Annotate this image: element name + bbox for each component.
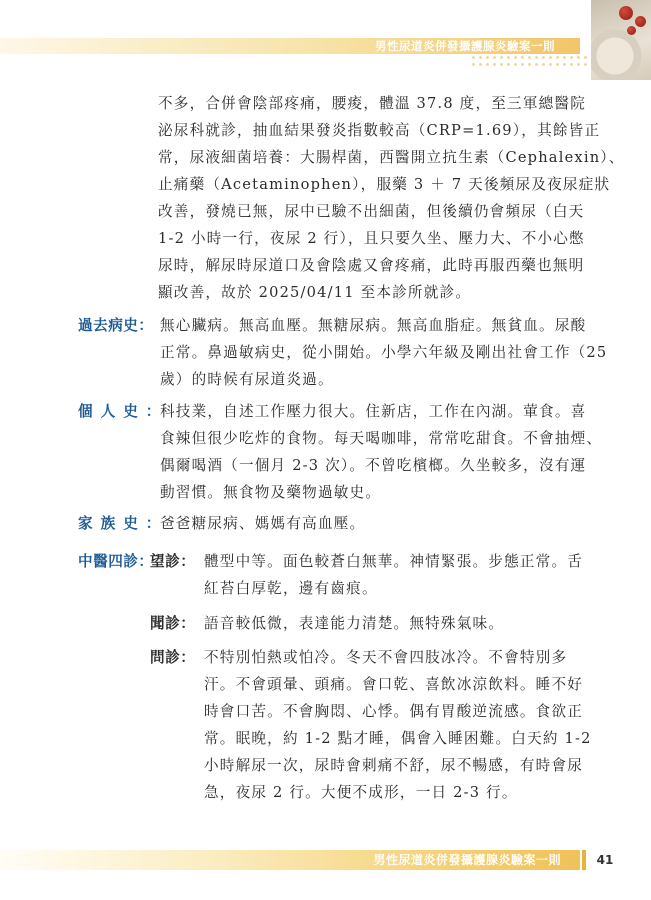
text-line: 1-2 小時一行，夜尿 2 行），且只要久坐、壓力大、不小心憋: [158, 230, 585, 247]
text-line: 科技業，自述工作壓力很大。住新店，工作在內湖。葷食。喜: [160, 403, 587, 420]
past-history-text: [160, 312, 607, 393]
red-date-icon: [619, 6, 633, 20]
text-line: 語音較低微，表達能力清楚。無特殊氣味。: [204, 615, 505, 632]
personal-history-label: 個人史：: [78, 403, 169, 420]
listening-text: [204, 610, 504, 637]
family-history-label: 家族史：: [78, 515, 169, 532]
text-line: 偶爾喝酒（一個月 2-3 次）。不曾吃檳榔。久坐較多，沒有運: [160, 457, 587, 474]
text-line: 爸爸糖尿病、媽媽有高血壓。: [160, 515, 366, 532]
text-line: 泌尿科就診，抽血結果發炎指數較高（CRP=1.69），其餘皆正: [158, 122, 601, 139]
running-header-title: 男性尿道炎併發攝護腺炎驗案一則: [375, 39, 555, 53]
red-date-icon: [627, 26, 636, 35]
tcm-exam-label: 中醫四診：: [78, 553, 154, 570]
text-line: 汗。不會頭暈、頭痛。會口乾、喜飲冰涼飲料。睡不好: [204, 676, 584, 693]
text-line: 無心臟病。無高血壓。無糖尿病。無高血脂症。無貧血。尿酸: [160, 317, 587, 334]
text-line: 不多，合併會陰部疼痛，腰痠，體溫 37.8 度，至三軍總醫院: [158, 95, 587, 112]
text-line: 紅苔白厚乾，邊有齒痕。: [204, 580, 378, 597]
text-line: 食辣但很少吃炸的食物。每天喝咖啡，常常吃甜食。不會抽煙、: [160, 430, 603, 447]
personal-history-text: [160, 398, 602, 506]
text-line: 歲）的時候有尿道炎過。: [160, 371, 334, 388]
intro-paragraph: [158, 90, 625, 306]
text-line: 改善，發燒已無，尿中已驗不出細菌，但後續仍會頻尿（白天: [158, 203, 585, 220]
running-footer-title: 男性尿道炎併發攝護腺炎驗案一則: [373, 853, 561, 867]
inspection-label: 望診：: [150, 553, 196, 570]
inquiry-text: [204, 644, 592, 806]
text-line: 顯改善，故於 2025/04/11 至本診所就診。: [158, 284, 472, 301]
text-line: 動習慣。無食物及藥物過敏史。: [160, 484, 382, 501]
inspection-text: [204, 548, 583, 602]
text-line: 尿時，解尿時尿道口及會陰處又會疼痛，此時再服西藥也無明: [158, 257, 585, 274]
page-number: 41: [596, 853, 614, 867]
family-history-text: [160, 510, 365, 537]
text-line: 時會口苦。不會胸悶、心悸。偶有胃酸逆流感。食欲正: [204, 703, 584, 720]
text-line: 常，尿液細菌培養：大腸桿菌，西醫開立抗生素（Cephalexin）、: [158, 149, 625, 166]
text-line: 止痛藥（Acetaminophen），服藥 3 ＋ 7 天後頻尿及夜尿症狀: [158, 176, 611, 193]
text-line: 小時解尿一次，尿時會刺痛不舒，尿不暢感，有時會尿: [204, 757, 584, 774]
text-line: 急，夜尿 2 行。大便不成形，一日 2-3 行。: [204, 784, 518, 801]
text-line: 常。眠晚，約 1-2 點才睡，偶會入睡困難。白天約 1-2: [204, 730, 592, 747]
text-line: 不特別怕熱或怕冷。冬天不會四肢冰冷。不會特別多: [204, 649, 568, 666]
inquiry-label: 問診：: [150, 649, 196, 666]
text-line: 體型中等。面色較蒼白無華。神情緊張。步態正常。舌: [204, 553, 584, 570]
past-history-label: 過去病史：: [78, 317, 154, 334]
red-date-icon: [635, 16, 646, 27]
page-number-tab: [582, 850, 586, 870]
text-line: 正常。鼻過敏病史，從小開始。小學六年級及剛出社會工作（25: [160, 344, 608, 361]
corner-food-photo: [591, 0, 651, 80]
listening-label: 聞診：: [150, 615, 196, 632]
